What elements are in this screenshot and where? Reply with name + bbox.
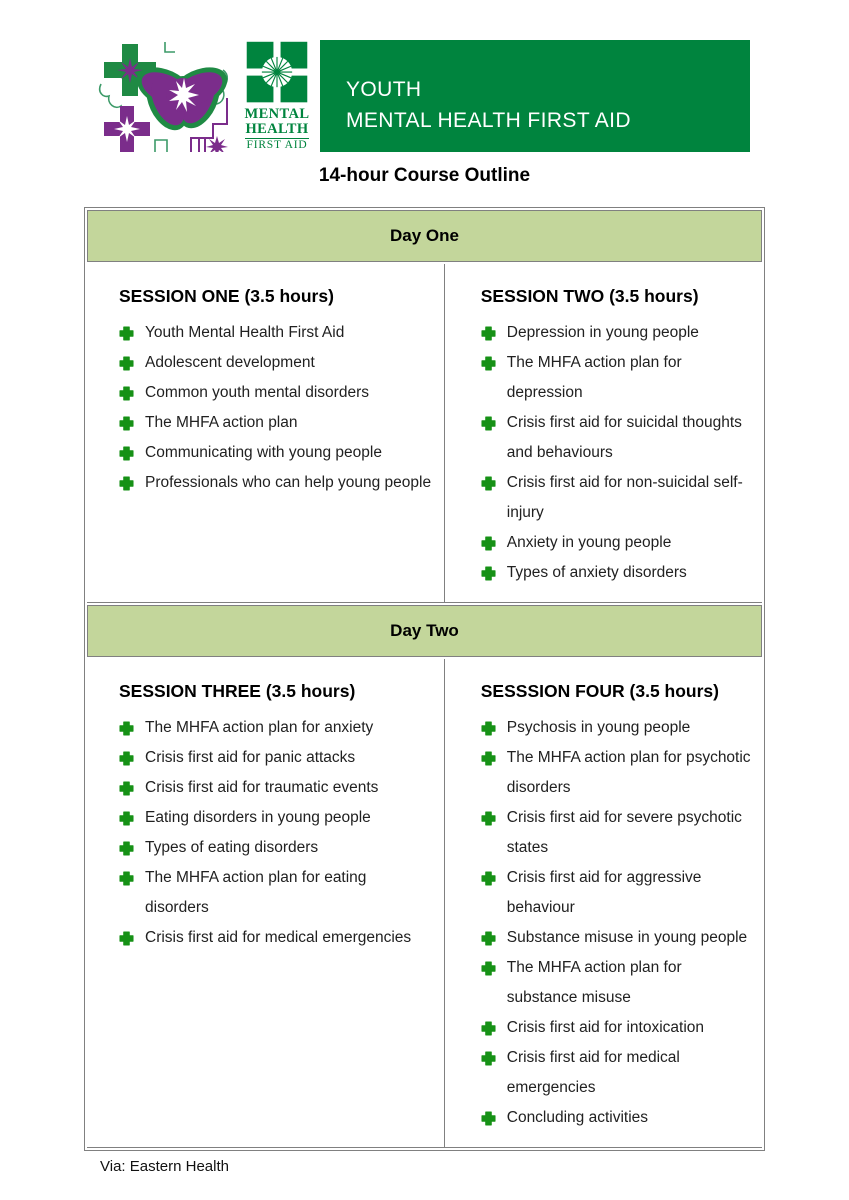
list-item [481, 558, 752, 588]
list-item-text: Common youth mental disorders [145, 384, 369, 401]
list-item [481, 1103, 752, 1133]
plus-bullet-icon [481, 416, 496, 431]
session-three-title: SESSION THREE (3.5 hours) [119, 681, 356, 701]
plus-bullet-icon [481, 326, 496, 341]
session-two-title: SESSION TWO (3.5 hours) [480, 286, 699, 306]
crosses-flower-art-icon [95, 40, 235, 152]
list-item-text: Depression in young people [506, 324, 699, 341]
list-item [119, 468, 434, 498]
plus-bullet-icon [119, 416, 134, 431]
list-item [481, 468, 752, 528]
list-item-text: Communicating with young people [145, 444, 382, 461]
list-item [481, 743, 752, 803]
plus-bullet-icon [481, 356, 496, 371]
session-four-cell [445, 659, 762, 1147]
plus-bullet-icon [481, 1111, 496, 1126]
list-item-text: Adolescent development [145, 354, 315, 371]
list-item-text: Crisis first aid for non-suicidal self-injury [506, 474, 743, 521]
list-item-text: The MHFA action plan for depression [506, 354, 682, 401]
header [95, 40, 849, 152]
plus-bullet-icon [119, 781, 134, 796]
list-item [481, 1013, 752, 1043]
list-item [481, 713, 752, 743]
mhfa-logo-text [245, 107, 310, 152]
source-attribution: Via: Eastern Health [100, 1158, 229, 1175]
list-item [119, 348, 434, 378]
list-item [481, 408, 752, 468]
plus-bullet-icon [119, 476, 134, 491]
day-one-row [87, 264, 762, 603]
youth-mhfa-banner [320, 40, 750, 152]
logo-word-mental: MENTAL [244, 105, 310, 122]
list-item [119, 833, 434, 863]
session-two-cell [445, 264, 762, 602]
plus-bullet-icon [481, 566, 496, 581]
list-item [481, 1043, 752, 1103]
green-cross-star-icon [239, 40, 315, 106]
list-item [119, 713, 434, 743]
session-four-list [481, 713, 752, 1133]
session-three-cell [87, 659, 445, 1147]
plus-bullet-icon [119, 871, 134, 886]
banner-line-mhfa: MENTAL HEALTH FIRST AID [346, 108, 631, 132]
plus-bullet-icon [119, 326, 134, 341]
mhfa-logo [238, 40, 316, 152]
plus-bullet-icon [119, 386, 134, 401]
list-item-text: Professionals who can help young people [145, 474, 432, 491]
list-item-text: Youth Mental Health First Aid [145, 324, 345, 341]
plus-bullet-icon [481, 1051, 496, 1066]
list-item-text: The MHFA action plan [145, 414, 298, 431]
plus-bullet-icon [119, 811, 134, 826]
list-item [119, 408, 434, 438]
plus-bullet-icon [119, 931, 134, 946]
list-item [481, 348, 752, 408]
list-item [119, 318, 434, 348]
list-item [119, 743, 434, 773]
list-item-text: Crisis first aid for severe psychotic states [506, 809, 742, 856]
list-item-text: The MHFA action plan for eating disorders [145, 869, 367, 916]
list-item [119, 923, 434, 953]
plus-bullet-icon [119, 721, 134, 736]
day-two-header: Day Two [87, 605, 762, 657]
list-item [119, 438, 434, 468]
list-item-text: Substance misuse in young people [506, 929, 748, 946]
list-item [481, 923, 752, 953]
list-item-text: Crisis first aid for panic attacks [145, 749, 356, 766]
plus-bullet-icon [481, 751, 496, 766]
list-item-text: The MHFA action plan for psychotic disorders [506, 749, 751, 796]
logo-word-firstaid: FIRST AID [246, 139, 308, 152]
plus-bullet-icon [481, 536, 496, 551]
list-item [119, 803, 434, 833]
mhfa-decorative-logo [95, 40, 235, 152]
plus-bullet-icon [119, 841, 134, 856]
list-item-text: Eating disorders in young people [145, 809, 371, 826]
list-item-text: Crisis first aid for aggressive behaviour [506, 869, 702, 916]
plus-bullet-icon [481, 961, 496, 976]
list-item [481, 318, 752, 348]
list-item-text: Crisis first aid for intoxication [506, 1019, 705, 1036]
plus-bullet-icon [119, 356, 134, 371]
logo-word-health: HEALTH [245, 122, 310, 139]
session-one-cell [87, 264, 445, 602]
session-two-list [481, 318, 752, 588]
list-item [481, 528, 752, 558]
list-item-text: Crisis first aid for traumatic events [145, 779, 379, 796]
list-item-text: Concluding activities [506, 1109, 649, 1126]
list-item [119, 863, 434, 923]
list-item [481, 863, 752, 923]
list-item-text: Crisis first aid for medical emergencies [506, 1049, 680, 1096]
page-title: 14-hour Course Outline [318, 165, 531, 186]
plus-bullet-icon [481, 931, 496, 946]
list-item-text: Types of eating disorders [145, 839, 319, 856]
plus-bullet-icon [481, 476, 496, 491]
list-item-text: The MHFA action plan for substance misuse [506, 959, 682, 1006]
banner-line-youth: YOUTH [346, 78, 422, 102]
plus-bullet-icon [481, 871, 496, 886]
session-four-title: SESSSION FOUR (3.5 hours) [480, 681, 719, 701]
session-three-list [119, 713, 434, 953]
day-one-header: Day One [87, 210, 762, 262]
plus-bullet-icon [119, 446, 134, 461]
list-item-text: Anxiety in young people [506, 534, 672, 551]
day-two-row [87, 659, 762, 1148]
list-item-text: Types of anxiety disorders [506, 564, 687, 581]
plus-bullet-icon [481, 1021, 496, 1036]
list-item-text: The MHFA action plan for anxiety [145, 719, 374, 736]
plus-bullet-icon [481, 811, 496, 826]
course-outline-table [84, 207, 765, 1151]
list-item [481, 953, 752, 1013]
session-one-list [119, 318, 434, 498]
list-item-text: Crisis first aid for suicidal thoughts and behaviours [506, 414, 742, 461]
list-item [119, 773, 434, 803]
list-item [119, 378, 434, 408]
list-item-text: Crisis first aid for medical emergencies [145, 929, 412, 946]
session-one-title: SESSION ONE (3.5 hours) [119, 286, 334, 306]
list-item [481, 803, 752, 863]
list-item-text: Psychosis in young people [506, 719, 691, 736]
plus-bullet-icon [119, 751, 134, 766]
plus-bullet-icon [481, 721, 496, 736]
